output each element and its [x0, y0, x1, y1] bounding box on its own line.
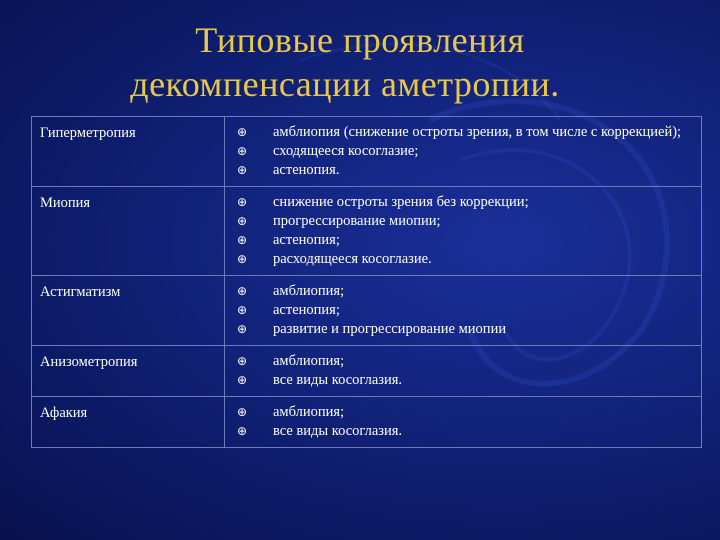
- bullet-icon: ⊕: [236, 405, 248, 419]
- list-item-text: астенопия.: [273, 162, 340, 178]
- list-item: [235, 231, 695, 249]
- list-item: [235, 282, 695, 300]
- table-row: [32, 346, 702, 397]
- list-item: [235, 250, 695, 268]
- list-item-text: амблиопия;: [273, 353, 345, 369]
- bullet-icon: ⊕: [236, 322, 248, 336]
- list-item: [235, 371, 695, 389]
- list-item-text: все виды косоглазия.: [273, 372, 403, 388]
- manifestations-list: [235, 123, 695, 179]
- slide-title: [0, 18, 720, 106]
- list-item: [235, 193, 695, 211]
- table-row: [32, 117, 702, 187]
- list-item-text: прогрессирование миопии;: [273, 213, 441, 229]
- condition-cell: Афакия: [32, 397, 225, 448]
- list-item: [235, 212, 695, 230]
- table-row: [32, 276, 702, 346]
- bullet-icon: ⊕: [236, 252, 248, 266]
- list-item-text: амблиопия;: [273, 404, 345, 420]
- bullet-icon: ⊕: [236, 424, 248, 438]
- list-item-text: амблиопия;: [273, 283, 345, 299]
- condition-cell: Гиперметропия: [32, 117, 225, 187]
- table-row: [32, 397, 702, 448]
- bullet-icon: ⊕: [236, 214, 248, 228]
- list-item-text: сходящееся косоглазие;: [273, 143, 419, 159]
- manifestations-cell: [225, 397, 702, 448]
- list-item-text: амблиопия (снижение остроты зрения, в том числе с коррекцией);: [273, 124, 682, 140]
- list-item: [235, 403, 695, 421]
- bullet-icon: ⊕: [236, 125, 248, 139]
- table-row: [32, 187, 702, 276]
- manifestations-cell: [225, 276, 702, 346]
- bullet-icon: ⊕: [236, 354, 248, 368]
- bullet-icon: ⊕: [236, 373, 248, 387]
- list-item: [235, 142, 695, 160]
- condition-cell: Астигматизм: [32, 276, 225, 346]
- list-item: [235, 301, 695, 319]
- slide-title-line2: декомпенсации аметропии.: [130, 64, 560, 104]
- list-item-text: снижение остроты зрения без коррекции;: [273, 194, 529, 210]
- bullet-icon: ⊕: [236, 303, 248, 317]
- manifestations-list: [235, 282, 695, 338]
- list-item: [235, 320, 695, 338]
- manifestations-list: [235, 352, 695, 389]
- bullet-icon: ⊕: [236, 233, 248, 247]
- manifestations-list: [235, 193, 695, 268]
- list-item-text: все виды косоглазия.: [273, 423, 403, 439]
- manifestations-cell: [225, 346, 702, 397]
- condition-cell: Анизометропия: [32, 346, 225, 397]
- list-item-text: развитие и прогрессирование миопии: [273, 321, 507, 337]
- list-item-text: астенопия;: [273, 232, 340, 248]
- manifestations-cell: [225, 187, 702, 276]
- list-item-text: расходящееся косоглазие.: [273, 251, 432, 267]
- bullet-icon: ⊕: [236, 284, 248, 298]
- manifestations-list: [235, 403, 695, 440]
- list-item: [235, 352, 695, 370]
- list-item-text: астенопия;: [273, 302, 340, 318]
- bullet-icon: ⊕: [236, 163, 248, 177]
- condition-cell: Миопия: [32, 187, 225, 276]
- decompensation-table: [31, 116, 702, 448]
- list-item: [235, 123, 695, 141]
- bullet-icon: ⊕: [236, 144, 248, 158]
- manifestations-cell: [225, 117, 702, 187]
- list-item: [235, 161, 695, 179]
- bullet-icon: ⊕: [236, 195, 248, 209]
- slide-title-line1: Типовые проявления: [195, 20, 525, 60]
- list-item: [235, 422, 695, 440]
